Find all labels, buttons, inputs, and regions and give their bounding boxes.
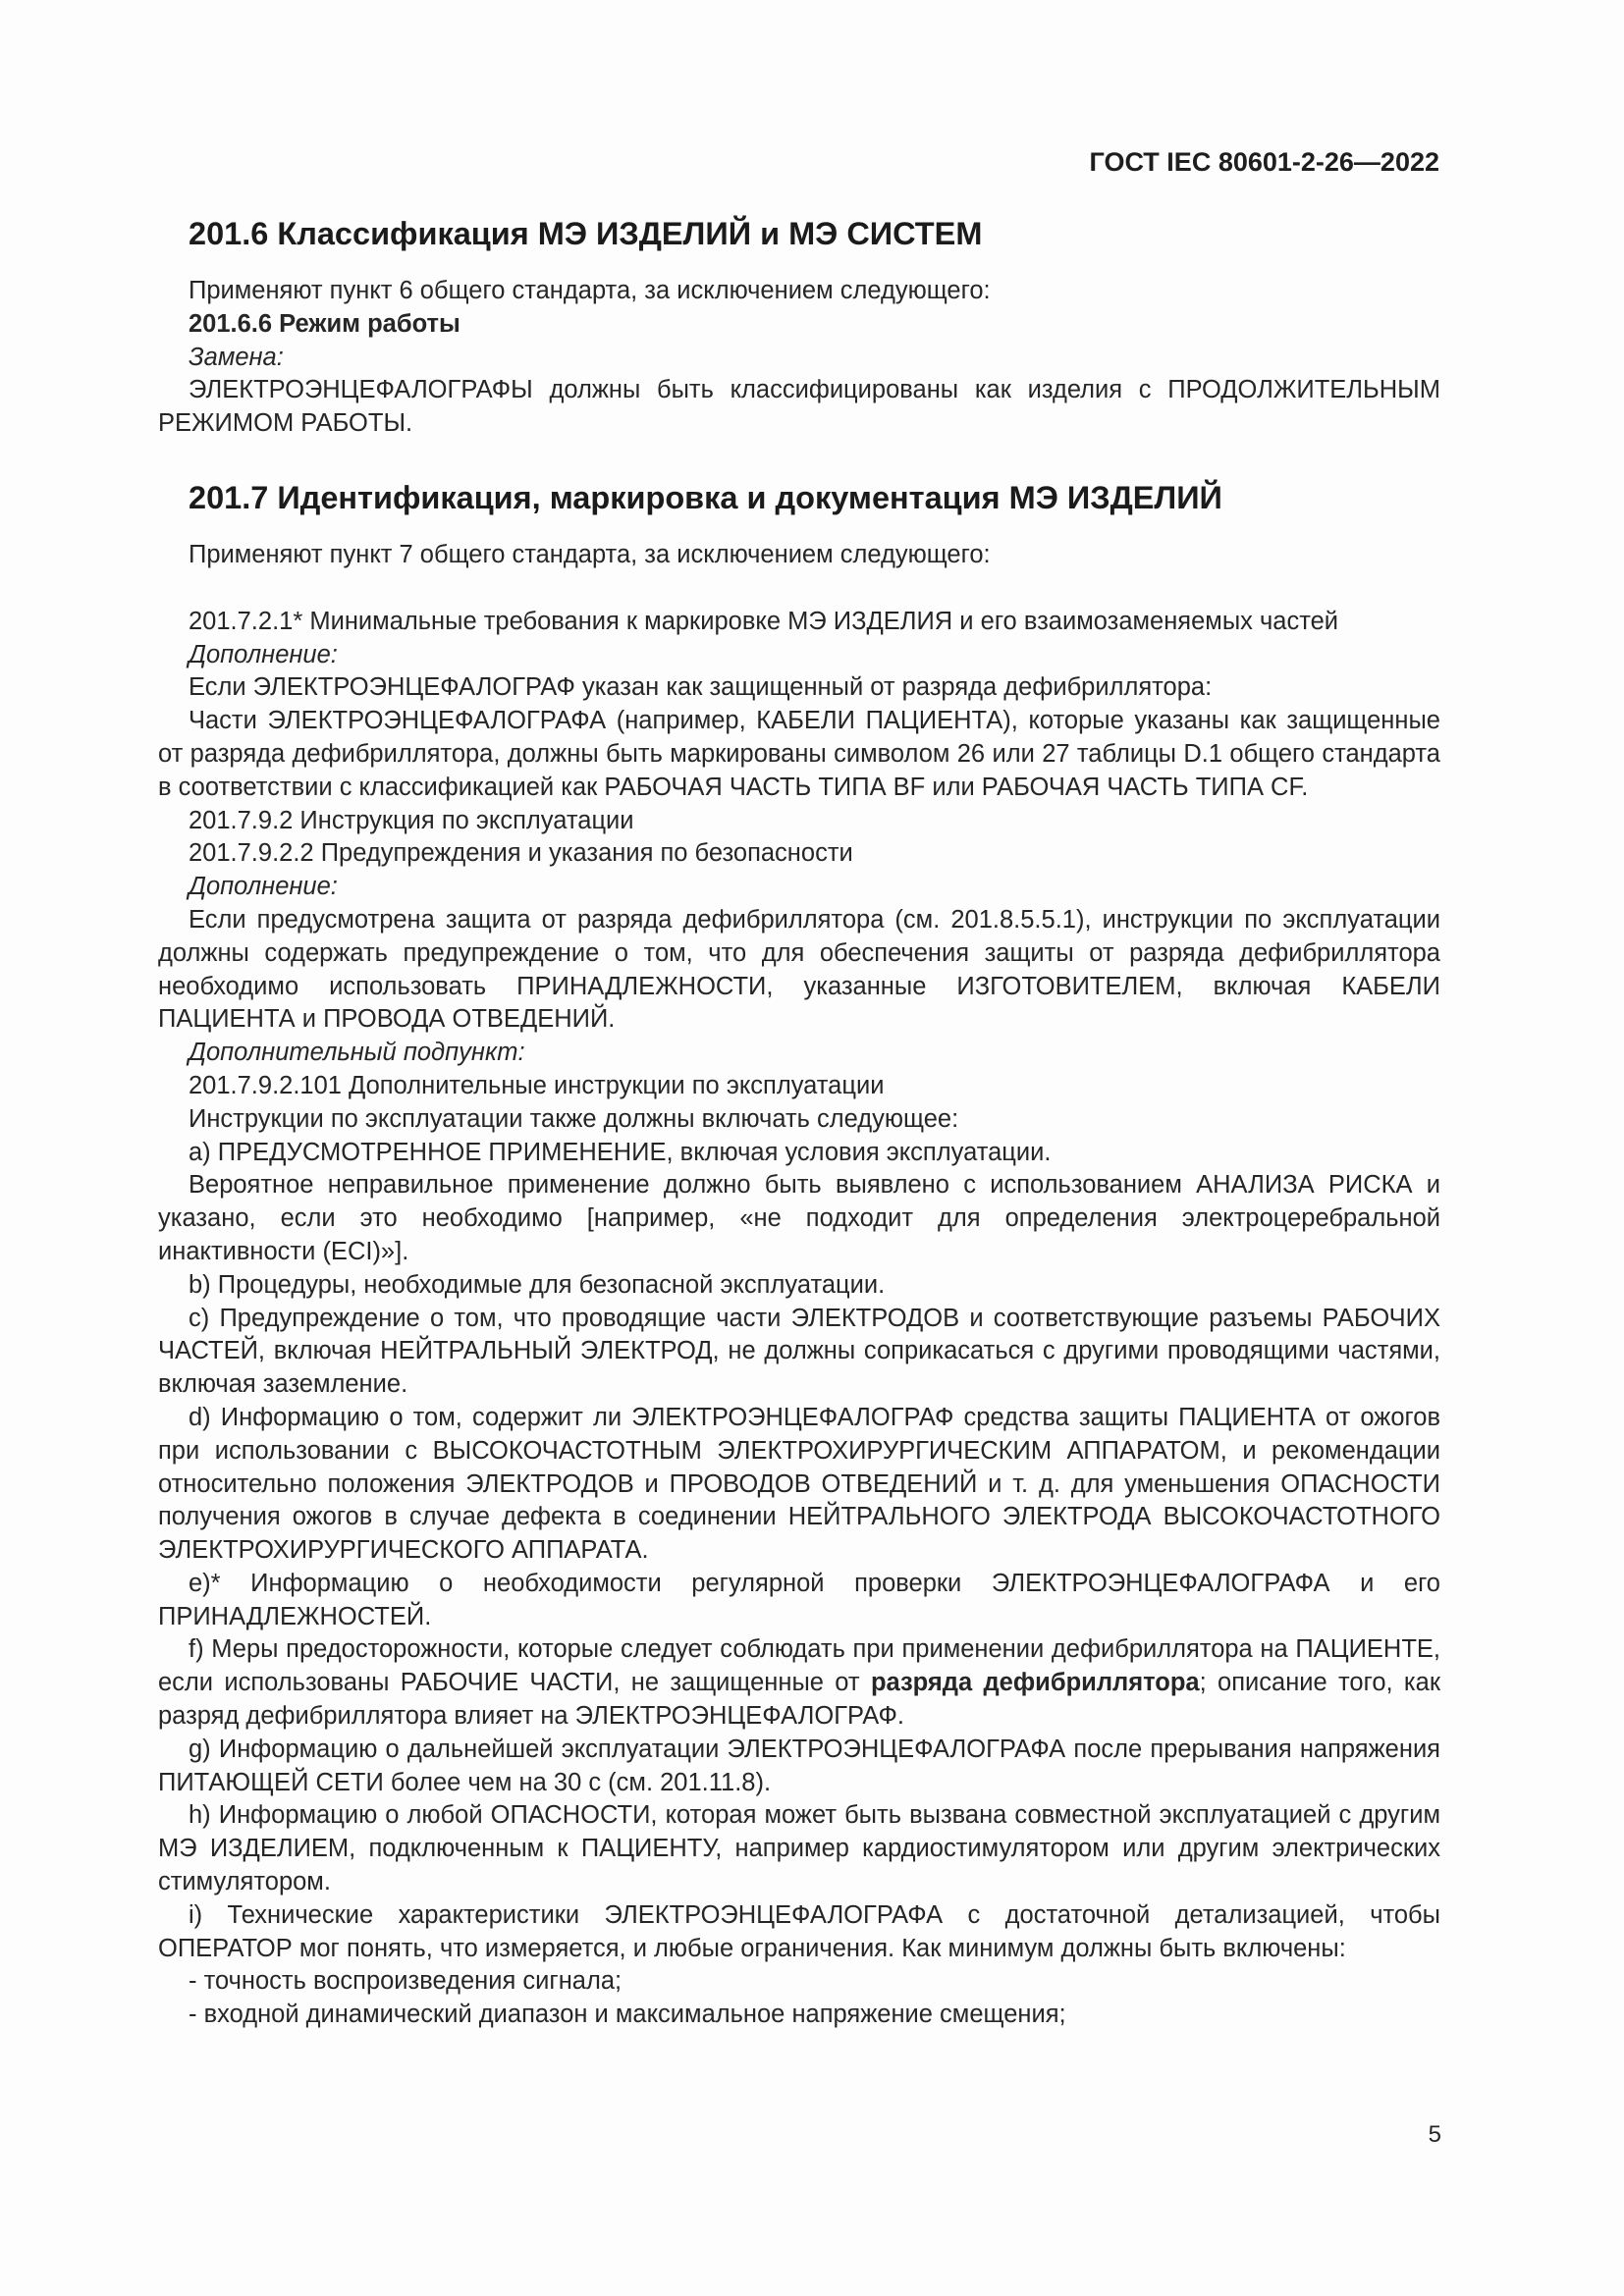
list-item-text: f) Меры предосторожности, которые следует соблюдать при применении дефибриллятора на ПАЦИЕНТЕ, если использованы РАБОЧИЕ ЧАСТИ, не защищенные от: [158, 1635, 1440, 1697]
paragraph: Применяют пункт 6 общего стандарта, за исключением следующего:: [189, 277, 991, 304]
list-item: е)* Информацию о необходимости регулярной проверки ЭЛЕКТРОЭНЦЕФАЛОГРАФА и его ПРИНАДЛЕЖНОСТЕЙ.: [158, 1569, 1440, 1630]
bold-term: разряда дефибриллятора: [870, 1669, 1200, 1697]
list-item: - точность воспроизведения сигнала;: [189, 1967, 623, 1996]
amendment-label: Замена:: [189, 343, 284, 371]
paragraph: 201.7.2.1* Минимальные требования к маркировке МЭ ИЗДЕЛИЯ и его взаимозаменяемых частей: [189, 607, 1339, 635]
page-content: [158, 214, 1440, 2032]
list-item-text: ; описание того, как разряд дефибриллятора влияет на ЭЛЕКТРОЭНЦЕФАЛОГРАФ.: [158, 1669, 1440, 1731]
paragraph: Если предусмотрена защита от разряда дефибриллятора (см. 201.8.5.5.1), инструкции по эксплуатации должны содержать предупреждение о том, что для обеспечения защиты от разряда дефибриллятора необходимо использовать ПРИНАДЛЕЖНОСТИ, указанные ИЗГОТОВИТЕЛЕМ, включая КАБЕЛИ ПАЦИЕНТА и ПРОВОДА ОТВЕДЕНИЙ.: [158, 905, 1440, 1034]
list-item: b) Процедуры, необходимые для безопасной эксплуатации.: [189, 1270, 886, 1299]
list-item: g) Информацию о дальнейшей эксплуатации ЭЛЕКТРОЭНЦЕФАЛОГРАФА после прерывания напряжения ПИТАЮЩЕЙ СЕТИ более чем на 30 с (см. 201.11.8).: [158, 1735, 1440, 1796]
page-number: 5: [1428, 2121, 1441, 2148]
amendment-label: Дополнительный подпункт:: [189, 1039, 525, 1067]
paragraph: 201.7.9.2 Инструкция по эксплуатации: [189, 806, 634, 834]
paragraph: Вероятное неправильное применение должно быть выявлено с использованием АНАЛИЗА РИСКА и указано, если это необходимо [например, «не подходит для определения электроцеребральной инактивности (ECI)»].: [158, 1171, 1440, 1265]
section-title-201-6: 201.6 Классификация МЭ ИЗДЕЛИЙ и МЭ СИСТЕМ: [189, 216, 983, 251]
paragraph: ЭЛЕКТРОЭНЦЕФАЛОГРАФЫ должны быть классифицированы как изделия с ПРОДОЛЖИТЕЛЬНЫМ РЕЖИМОМ РАБОТЫ.: [158, 376, 1440, 438]
paragraph: Инструкции по эксплуатации также должны включать следующее:: [189, 1104, 959, 1133]
list-item: c) Предупреждение о том, что проводящие части ЭЛЕКТРОДОВ и соответствующие разъемы РАБОЧИХ ЧАСТЕЙ, включая НЕЙТРАЛЬНЫЙ ЭЛЕКТРОД, не должны соприкасаться с другими проводящими частями, включая заземление.: [158, 1304, 1440, 1399]
paragraph: Если ЭЛЕКТРОЭНЦЕФАЛОГРАФ указан как защищенный от разряда дефибриллятора:: [189, 673, 1213, 702]
paragraph: Применяют пункт 7 общего стандарта, за исключением следующего:: [189, 540, 991, 568]
paragraph: Части ЭЛЕКТРОЭНЦЕФАЛОГРАФА (например, КАБЕЛИ ПАЦИЕНТА), которые указаны как защищенные от разряда дефибриллятора, должны быть маркированы символом 26 или 27 таблицы D.1 общего стандарта в соответствии с классификацией как РАБОЧАЯ ЧАСТЬ ТИПА BF или РАБОЧАЯ ЧАСТЬ ТИПА CF.: [158, 707, 1440, 801]
paragraph: 201.7.9.2.101 Дополнительные инструкции по эксплуатации: [189, 1071, 885, 1099]
subsection-heading: 201.6.6 Режим работы: [189, 309, 460, 338]
list-item: i) Технические характеристики ЭЛЕКТРОЭНЦЕФАЛОГРАФА с достаточной детализацией, чтобы ОПЕРАТОР мог понять, что измеряется, и любые ограничения. Как минимум должны быть включены:: [158, 1900, 1440, 1962]
list-item: а) ПРЕДУСМОТРЕННОЕ ПРИМЕНЕНИЕ, включая условия эксплуатации.: [189, 1138, 1052, 1166]
amendment-label: Дополнение:: [189, 640, 338, 668]
document-header: ГОСТ IEC 80601-2-26—2022: [1089, 147, 1439, 177]
section-title-201-7: 201.7 Идентификация, маркировка и документация МЭ ИЗДЕЛИЙ: [189, 479, 1222, 515]
amendment-label: Дополнение:: [189, 873, 338, 901]
paragraph: 201.7.9.2.2 Предупреждения и указания по безопасности: [189, 839, 853, 868]
list-item: - входной динамический диапазон и максимальное напряжение смещения;: [189, 2001, 1066, 2029]
list-item: [158, 1633, 1440, 1733]
list-item: h) Информацию о любой ОПАСНОСТИ, которая может быть вызвана совместной эксплуатацией с другим МЭ ИЗДЕЛИЕМ, подключенным к ПАЦИЕНТУ, например кардиостимулятором или другим электрических стимулятором.: [158, 1801, 1440, 1896]
list-item: d) Информацию о том, содержит ли ЭЛЕКТРОЭНЦЕФАЛОГРАФ средства защиты ПАЦИЕНТА от ожогов при использовании с ВЫСОКОЧАСТОТНЫМ ЭЛЕКТРОХИРУРГИЧЕСКИМ АППАРАТОМ, и рекомендации относительно положения ЭЛЕКТРОДОВ и ПРОВОДОВ ОТВЕДЕНИЙ и т. д. для уменьшения ОПАСНОСТИ получения ожогов в случае дефекта в соединении НЕЙТРАЛЬНОГО ЭЛЕКТРОДА ВЫСОКОЧАСТОТНОГО ЭЛЕКТРОХИРУРГИЧЕСКОГО АППАРАТА.: [158, 1403, 1440, 1565]
